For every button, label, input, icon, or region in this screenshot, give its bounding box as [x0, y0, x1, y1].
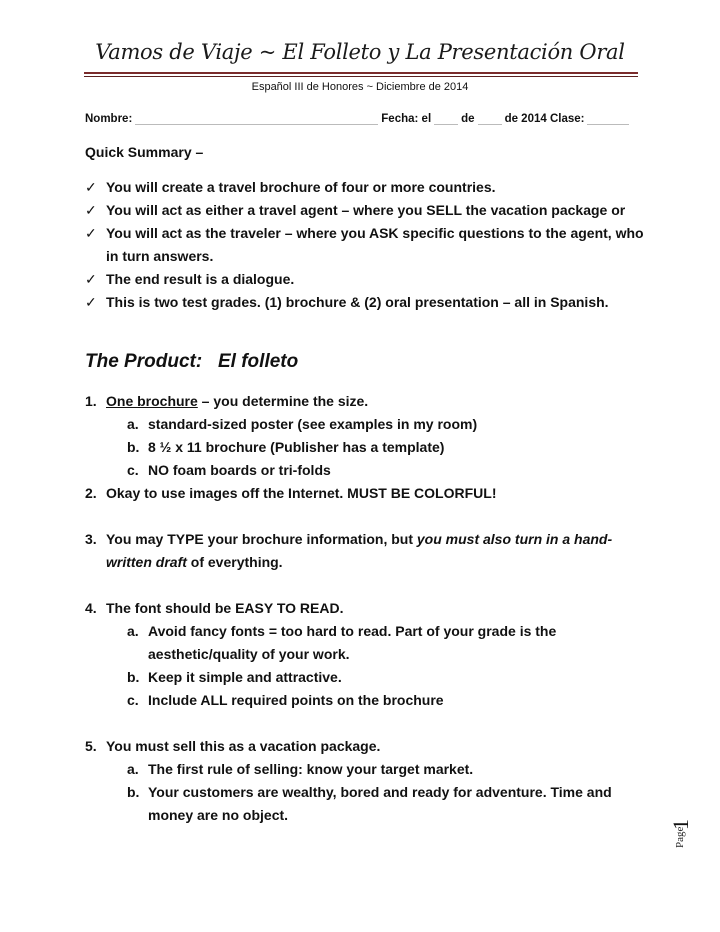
- month-blank: [478, 112, 502, 125]
- nombre-label: Nombre:: [85, 113, 133, 125]
- page-label: Page: [674, 826, 686, 848]
- check-item: ✓ The end result is a dialogue.: [85, 268, 645, 291]
- check-item: ✓ This is two test grades. (1) brochure & (2) oral presentation – all in Spanish.: [85, 291, 645, 314]
- sub-item: b. 8 ½ x 11 brochure (Publisher has a template): [127, 439, 445, 455]
- list-item: 4. The font should be EASY TO READ.: [85, 600, 344, 616]
- sub-item: a. standard-sized poster (see examples in my room): [127, 416, 478, 432]
- section-heading: The Product: El folleto: [85, 351, 299, 372]
- de-label: de: [461, 113, 475, 125]
- check-item: ✓ You will create a travel brochure of four or more countries.: [85, 176, 645, 199]
- list-item: 3. You may TYPE your brochure information, but you must also turn in a hand-written draft of everything.: [85, 531, 613, 570]
- sub-item: c. Include ALL required points on the brochure: [127, 692, 444, 708]
- student-info-line: [85, 112, 637, 125]
- sub-item: a. The first rule of selling: know your target market.: [127, 761, 474, 777]
- sub-item: a. Avoid fancy fonts = too hard to read. Part of your grade is the aesthetic/quality of your work.: [127, 623, 557, 662]
- product-list: [85, 390, 645, 827]
- check-mark-icon: ✓: [85, 225, 97, 241]
- summary-checklist: [85, 176, 645, 314]
- check-item: ✓ You will act as the traveler – where you ASK specific questions to the agent, who in turn answers.: [85, 222, 645, 268]
- list-item: 2. Okay to use images off the Internet. MUST BE COLORFUL!: [85, 485, 497, 501]
- document-subtitle: Español III de Honores ~ Diciembre de 2014: [251, 81, 469, 93]
- year-clase-label: de 2014 Clase:: [504, 113, 585, 125]
- page-number: 1: [668, 819, 693, 830]
- list-item: 1. One brochure – you determine the size.: [85, 393, 369, 409]
- title-rule-thin: [84, 76, 638, 77]
- day-blank: [434, 112, 458, 125]
- check-mark-icon: ✓: [85, 271, 97, 287]
- summary-heading: Quick Summary –: [85, 144, 204, 160]
- title-rule: [84, 72, 638, 74]
- list-item: 5. You must sell this as a vacation package.: [85, 738, 381, 754]
- sub-item: b. Your customers are wealthy, bored and ready for adventure. Time and money are no object.: [127, 784, 612, 823]
- fecha-label: Fecha: el: [381, 113, 432, 125]
- clase-blank: [587, 112, 629, 125]
- sub-item: c. NO foam boards or tri-folds: [127, 462, 331, 478]
- check-mark-icon: ✓: [85, 294, 97, 310]
- sub-item: b. Keep it simple and attractive.: [127, 669, 342, 685]
- check-mark-icon: ✓: [85, 179, 97, 195]
- check-item: ✓ You will act as either a travel agent – where you SELL the vacation package or: [85, 199, 645, 222]
- nombre-blank: [135, 112, 378, 125]
- check-mark-icon: ✓: [85, 202, 97, 218]
- document-title: Vamos de Viaje ~ El Folleto y La Presentación Oral: [95, 40, 625, 64]
